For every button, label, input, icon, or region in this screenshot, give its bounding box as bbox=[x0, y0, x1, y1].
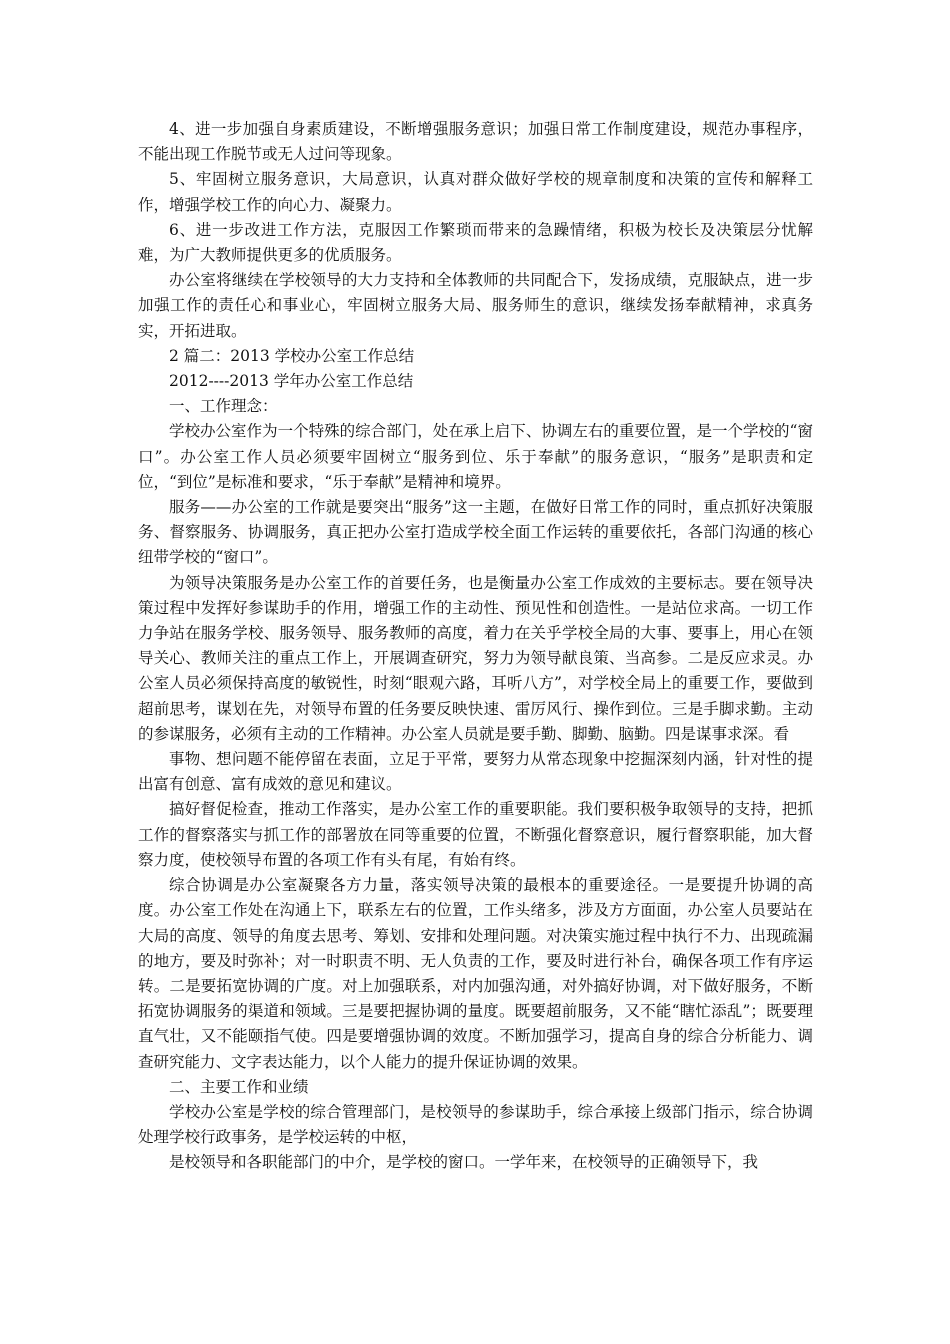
paragraph-office-intermediary: 是校领导和各职能部门的中介，是学校的窗口。一学年来，在校领导的正确领导下，我 bbox=[169, 1153, 759, 1172]
document-body bbox=[138, 117, 813, 1176]
paragraph-item-4: 4、进一步加强自身素质建设，不断增强服务意识；加强日常工作制度建设，规范办事程序，不能出现工作脱节或无人过问等现象。 bbox=[138, 120, 813, 164]
paragraph-item-5: 5、牢固树立服务意识，大局意识，认真对群众做好学校的规章制度和决策的宣传和解释工作，增强学校工作的向心力、凝聚力。 bbox=[138, 170, 813, 214]
paragraph-service-theme: 服务——办公室的工作就是要突出“服务”这一主题，在做好日常工作的同时，重点抓好决策服务、督察服务、协调服务，真正把办公室打造成学校全面工作运转的重要依托，各部门沟通的核心纽带学校的“窗口”。 bbox=[138, 498, 813, 567]
paragraph-office-window: 学校办公室作为一个特殊的综合部门，处在承上启下、协调左右的重要位置，是一个学校的“窗口”。办公室工作人员必须要牢固树立“服务到位、乐于奉献”的服务意识，“服务”是职责和定位，“到位”是标准和要求，“乐于奉献”是精神和境界。 bbox=[138, 422, 813, 491]
paragraph-office-role: 学校办公室是学校的综合管理部门，是校领导的参谋助手，综合承接上级部门指示，综合协调处理学校行政事务，是学校运转的中枢， bbox=[138, 1102, 813, 1147]
paragraph-decision-service: 为领导决策服务是办公室工作的首要任务，也是衡量办公室工作成效的主要标志。要在领导决策过程中发挥好参谋助手的作用，增强工作的主动性、预见性和创造性。一是站位求高。一切工作力争站在服务学校、服务领导、服务教师的高度，着力在关乎学校全局的大事、要事上，用心在领导关心、教师关注的重点工作上，开展调查研究，努力为领导献良策、当高参。二是反应求灵。办公室人员必须保持高度的敏锐性，时刻“眼观六路，耳听八方”，对学校全局上的重要工作，要做到超前思考，谋划在先，对领导布置的任务要反映快速、雷厉风行、操作到位。三是手脚求勤。主动的参谋服务，必须有主动的工作精神。办公室人员就是要手勤、脚勤、脑勤。四是谋事求深。看 bbox=[138, 573, 813, 743]
paragraph-deep-thinking: 事物、想问题不能停留在表面，立足于平常，要努力从常态现象中挖掘深刻内涵，针对性的提出富有创意、富有成效的意见和建议。 bbox=[138, 750, 813, 794]
section-heading-work-concept: 一、工作理念： bbox=[169, 397, 278, 416]
document-title: 2012----2013 学年办公室工作总结 bbox=[169, 372, 414, 391]
section-heading-part-two: 2 篇二：2013 学校办公室工作总结 bbox=[169, 346, 415, 365]
section-heading-main-work: 二、主要工作和业绩 bbox=[169, 1077, 309, 1096]
paragraph-item-6: 6、进一步改进工作方法，克服因工作繁琐而带来的急躁情绪，积极为校长及决策层分忧解难，为广大教师提供更多的优质服务。 bbox=[138, 220, 813, 265]
paragraph-conclusion: 办公室将继续在学校领导的大力支持和全体教师的共同配合下，发扬成绩，克服缺点，进一步加强工作的责任心和事业心，牢固树立服务大局、服务师生的意识，继续发扬奉献精神，求真务实，开拓进取。 bbox=[138, 271, 813, 340]
paragraph-coordination: 综合协调是办公室凝聚各方力量，落实领导决策的最根本的重要途径。一是要提升协调的高度。办公室工作处在沟通上下，联系左右的位置，工作头绪多，涉及方方面面，办公室人员要站在大局的高度、领导的角度去思考、筹划、安排和处理问题。对决策实施过程中执行不力、出现疏漏的地方，要及时弥补；对一时职责不明、无人负责的工作，要及时进行补台，确保各项工作有序运转。二是要拓宽协调的广度。对上加强联系，对内加强沟通，对外搞好协调，对下做好服务，不断拓宽协调服务的渠道和领域。三是要把握协调的量度。既要超前服务，又不能“瞎忙添乱”；既要理直气壮，又不能颐指气使。四是要增强协调的效度。不断加强学习，提高自身的综合分析能力、调查研究能力、文字表达能力，以个人能力的提升保证协调的效果。 bbox=[138, 876, 813, 1071]
paragraph-supervision: 搞好督促检查，推动工作落实，是办公室工作的重要职能。我们要积极争取领导的支持，把抓工作的督察落实与抓工作的部署放在同等重要的位置，不断强化督察意识，履行督察职能，加大督察力度，使校领导布置的各项工作有头有尾，有始有终。 bbox=[138, 800, 813, 869]
